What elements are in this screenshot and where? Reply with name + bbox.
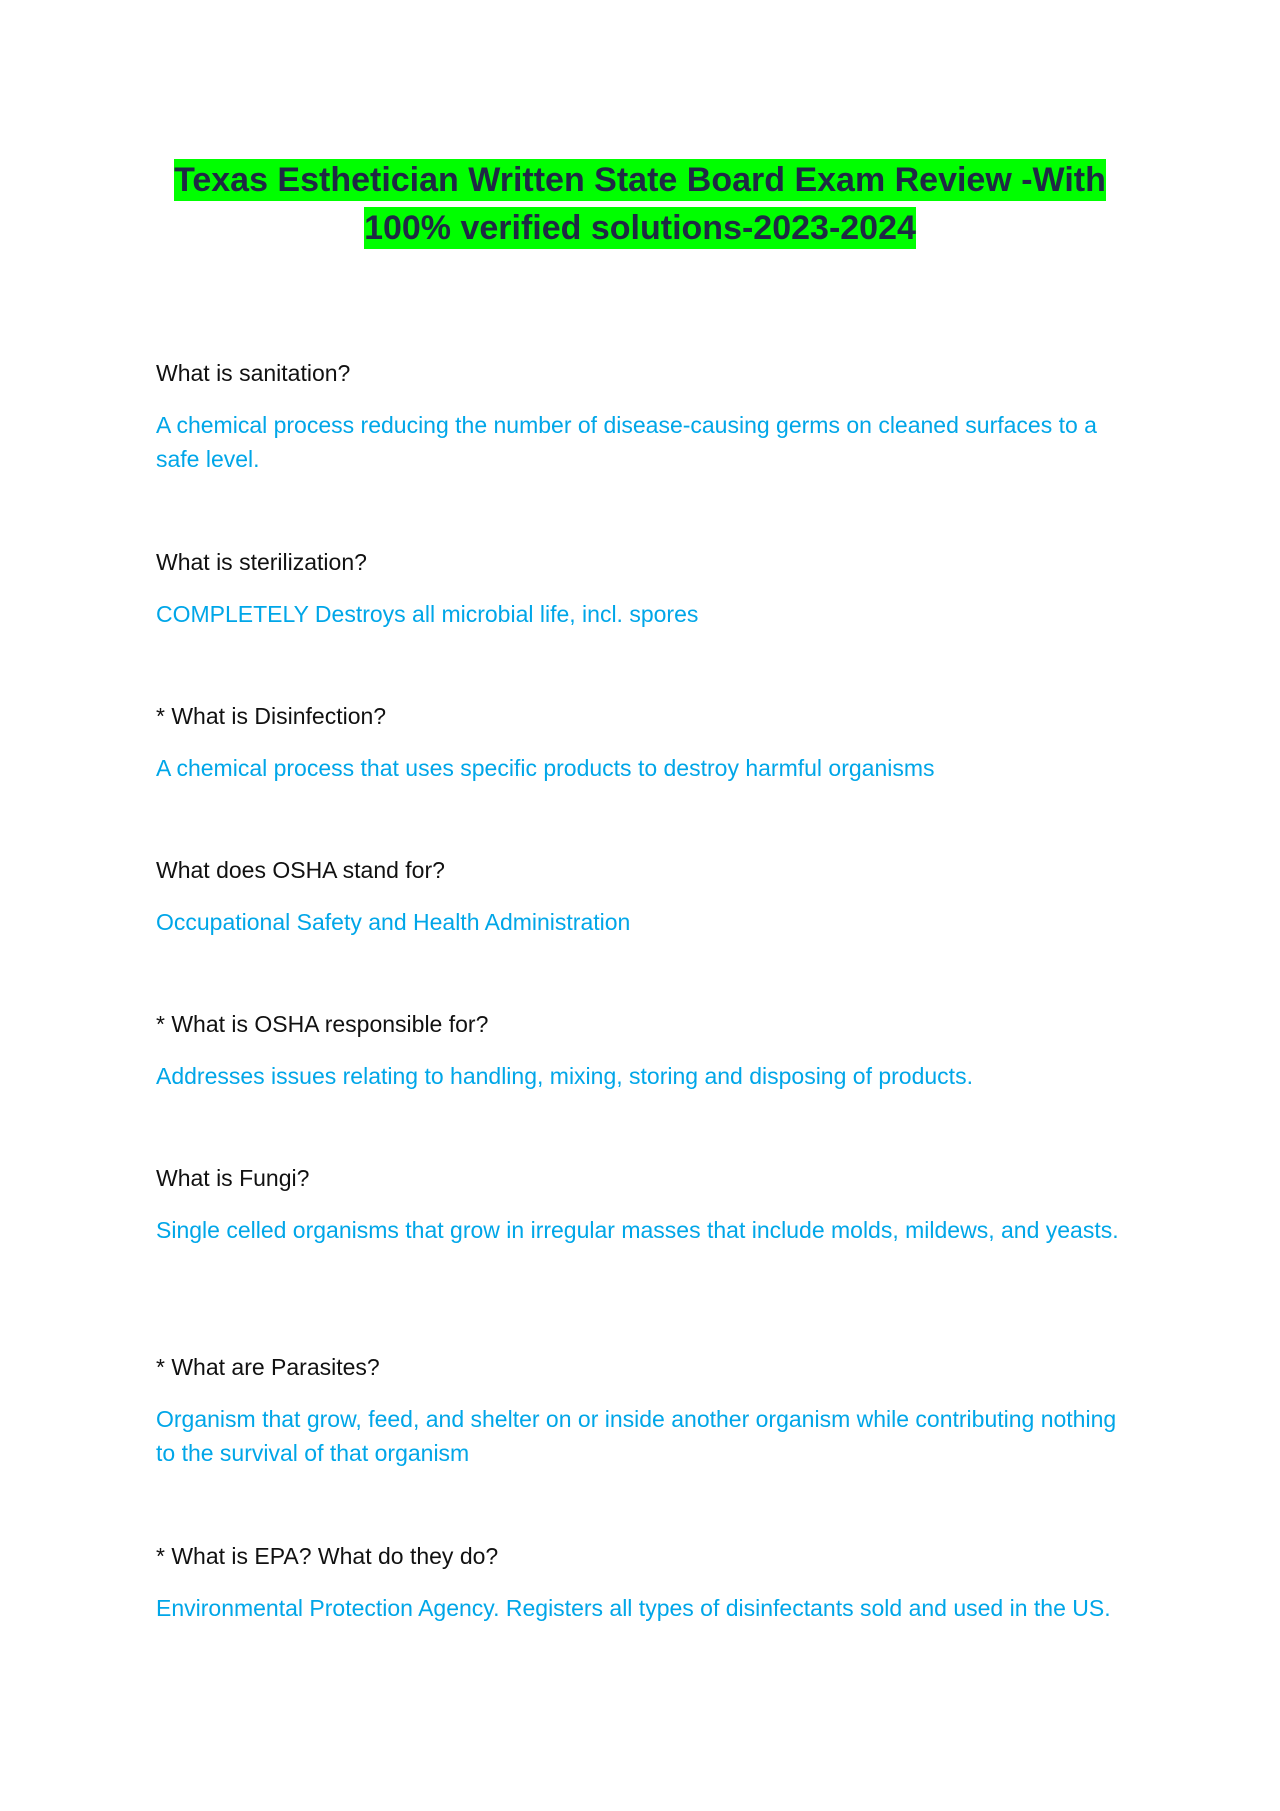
question-text: What is sterilization? — [156, 549, 367, 575]
question-text: What is Fungi? — [156, 1165, 310, 1191]
answer-text: Organism that grow, feed, and shelter on or inside another organism while contributing nothing to the survival of that organism — [156, 1406, 1117, 1466]
question-text: * What is EPA? What do they do? — [156, 1543, 499, 1569]
qa-item — [156, 1163, 1136, 1247]
qa-item — [156, 855, 1136, 939]
question-text: * What is Disinfection? — [156, 703, 387, 729]
answer-text: Addresses issues relating to handling, mixing, storing and disposing of products. — [156, 1063, 973, 1089]
answer-text: Occupational Safety and Health Administration — [156, 909, 631, 935]
qa-item — [156, 701, 1136, 785]
qa-item — [156, 1541, 1136, 1625]
qa-item — [156, 1352, 1136, 1470]
qa-item — [156, 1009, 1136, 1093]
question-text: What is sanitation? — [156, 360, 351, 386]
title-text: Texas Esthetician Written State Board Exam Review -With 100% verified solutions-2023-2024 — [174, 161, 1106, 247]
question-text: * What is OSHA responsible for? — [156, 1011, 489, 1037]
answer-text: A chemical process reducing the number of disease-causing germs on cleaned surfaces to a safe level. — [156, 412, 1097, 472]
document-title — [140, 156, 1140, 252]
answer-text: COMPLETELY Destroys all microbial life, incl. spores — [156, 601, 699, 627]
answer-text: Single celled organisms that grow in irregular masses that include molds, mildews, and yeasts. — [156, 1217, 1119, 1243]
question-text: What does OSHA stand for? — [156, 857, 445, 883]
answer-text: Environmental Protection Agency. Registers all types of disinfectants sold and used in the US. — [156, 1595, 1111, 1621]
question-text: * What are Parasites? — [156, 1354, 380, 1380]
answer-text: A chemical process that uses specific products to destroy harmful organisms — [156, 755, 935, 781]
qa-item — [156, 547, 1136, 631]
qa-item — [156, 358, 1136, 476]
